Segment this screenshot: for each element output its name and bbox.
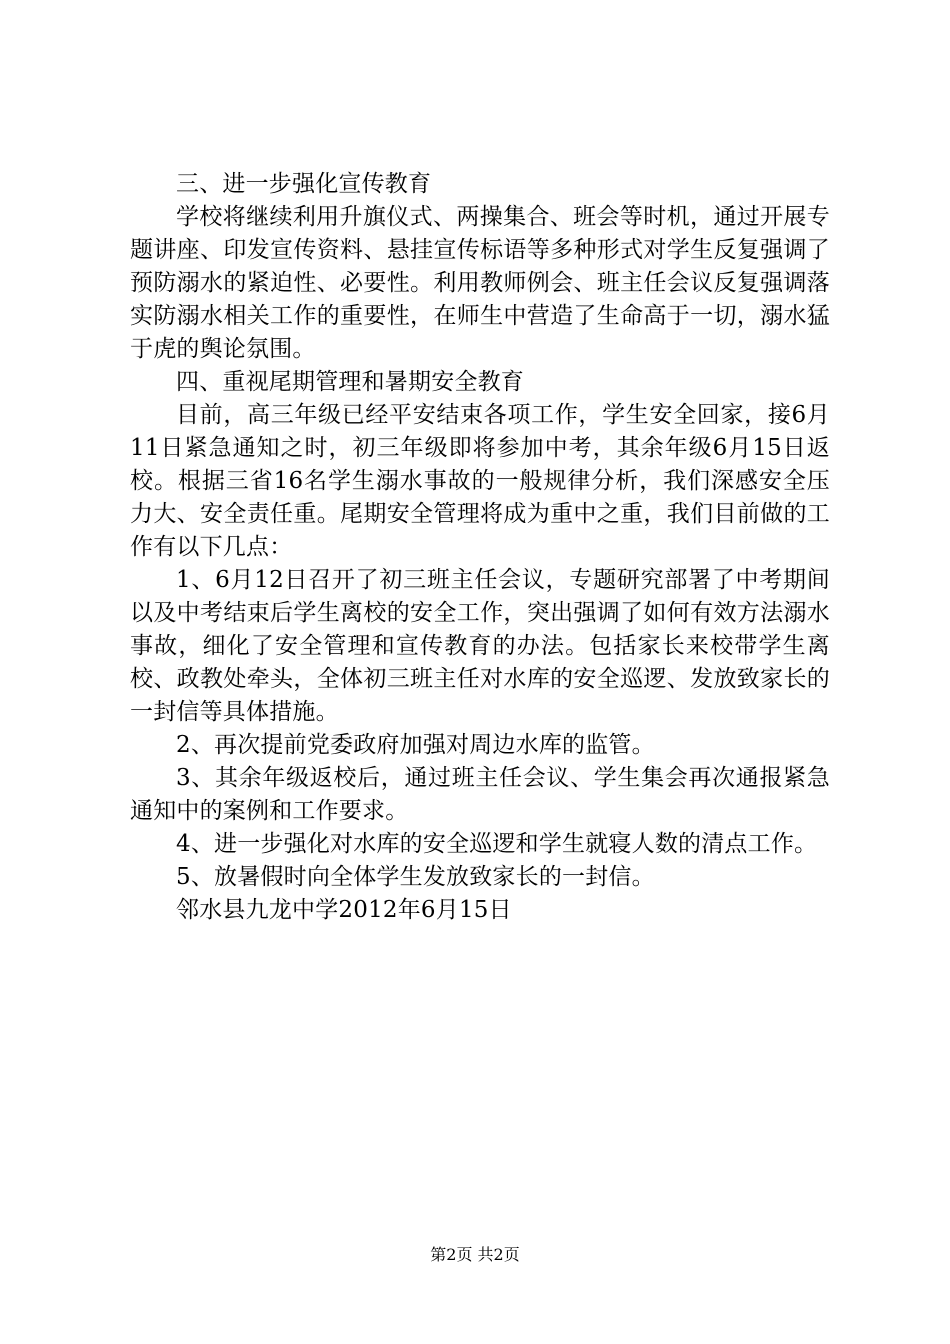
list-item-2: 2、再次提前党委政府加强对周边水库的监管。 bbox=[176, 732, 655, 758]
paragraph-publicity: 学校将继续利用升旗仪式、两操集合、班会等时机，通过开展专题讲座、印发宣传资料、悬挂宣传标语等多种形式对学生反复强调了预防溺水的紧迫性、必要性。利用教师例会、班主任会议反复强调落实防溺水相关工作的重要性，在师生中营造了生命高于一切，溺水猛于虎的舆论氛围。 bbox=[130, 204, 830, 362]
paragraph-current-status: 目前，高三年级已经平安结束各项工作，学生安全回家，接6月11日紧急通知之时，初三年级即将参加中考，其余年级6月15日返校。根据三省16名学生溺水事故的一般规律分析，我们深感安全压力大、安全责任重。尾期安全管理将成为重中之重，我们目前做的工作有以下几点： bbox=[130, 402, 830, 560]
list-item-5: 5、放暑假时向全体学生发放致家长的一封信。 bbox=[176, 864, 655, 890]
list-item-3: 3、其余年级返校后，通过班主任会议、学生集会再次通报紧急通知中的案例和工作要求。 bbox=[130, 765, 830, 824]
document-body bbox=[130, 168, 830, 927]
signature-date: 邻水县九龙中学2012年6月15日 bbox=[176, 897, 512, 923]
page-number-footer: 第2页 共2页 bbox=[430, 1245, 520, 1264]
section-heading-3: 三、进一步强化宣传教育 bbox=[176, 171, 432, 197]
section-heading-4: 四、重视尾期管理和暑期安全教育 bbox=[176, 369, 524, 395]
list-item-1: 1、6月12日召开了初三班主任会议，专题研究部署了中考期间以及中考结束后学生离校的安全工作，突出强调了如何有效方法溺水事故，细化了安全管理和宣传教育的办法。包括家长来校带学生离校、政教处牵头，全体初三班主任对水库的安全巡逻、发放致家长的一封信等具体措施。 bbox=[130, 567, 830, 725]
list-item-4: 4、进一步强化对水库的安全巡逻和学生就寝人数的清点工作。 bbox=[176, 831, 818, 857]
